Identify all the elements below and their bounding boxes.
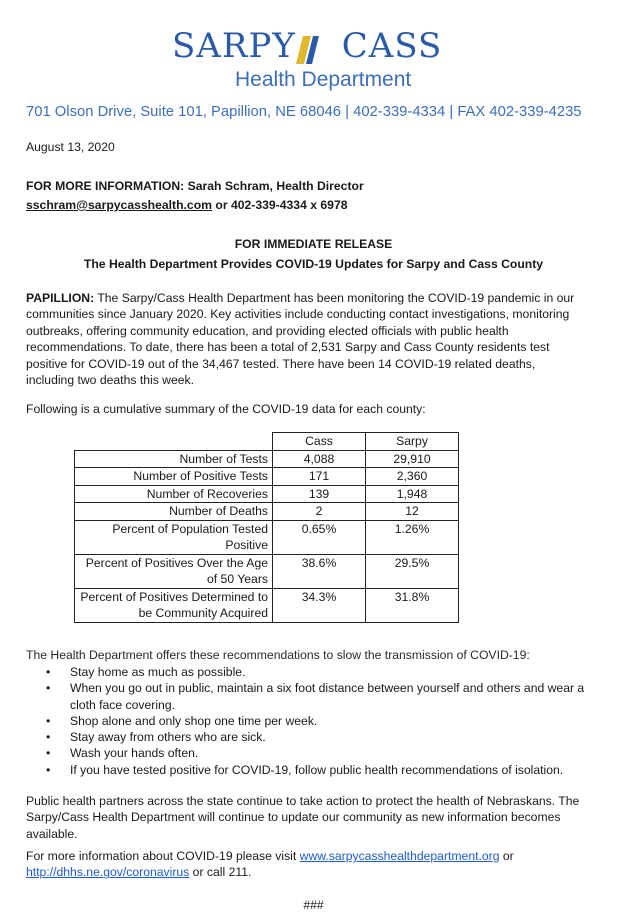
row-label: Percent of Positives Determined to be Community Acquired xyxy=(75,588,273,622)
list-item xyxy=(26,729,596,745)
table-row xyxy=(75,554,459,588)
more-info-mid: or xyxy=(499,849,514,863)
row-label: Number of Positive Tests xyxy=(75,468,273,486)
bullet-icon: • xyxy=(46,665,51,679)
summary-intro: Following is a cumulative summary of the COVID-19 data for each county: xyxy=(26,402,426,416)
sarpy-value: 29,910 xyxy=(366,450,459,468)
recommendations-intro: The Health Department offers these recommendations to slow the transmission of COVID-19: xyxy=(26,648,530,662)
recommendations-list xyxy=(26,664,596,778)
table-corner xyxy=(75,433,273,451)
column-header-sarpy: Sarpy xyxy=(366,433,459,451)
list-item-text: Stay home as much as possible. xyxy=(70,665,246,679)
table-row xyxy=(75,588,459,622)
more-info-paragraph xyxy=(26,848,596,881)
cass-value: 38.6% xyxy=(273,554,366,588)
list-item xyxy=(26,680,596,713)
bullet-icon: • xyxy=(46,762,51,777)
cass-value: 139 xyxy=(273,485,366,503)
table-row xyxy=(75,503,459,521)
bullet-icon: • xyxy=(46,746,51,761)
logo-subtitle: Health Department xyxy=(235,68,412,91)
logo-cass: CASS xyxy=(341,26,443,66)
row-label: Percent of Positives Over the Age of 50 Years xyxy=(75,554,273,588)
headline: The Health Department Provides COVID-19 Updates for Sarpy and Cass County xyxy=(83,257,544,271)
sarpy-value: 1,948 xyxy=(366,485,459,503)
column-header-cass: Cass xyxy=(273,433,366,451)
cass-value: 2 xyxy=(273,503,366,521)
closing-paragraph: Public health partners across the state continue to take action to protect the health of Nebraskans. The Sarpy/Cass Health Department will continue to update our community as new information becomes available. xyxy=(26,794,580,841)
table-row xyxy=(75,450,459,468)
release-label: FOR IMMEDIATE RELEASE xyxy=(234,237,393,251)
cass-value: 34.3% xyxy=(273,588,366,622)
dhhs-link[interactable]: http://dhhs.ne.gov/coronavirus xyxy=(26,865,190,880)
logo-sarpy: SARPY xyxy=(172,26,296,66)
cass-value: 0.65% xyxy=(273,520,366,554)
row-label: Percent of Population Tested Positive xyxy=(75,520,273,554)
contact-line: FOR MORE INFORMATION: Sarah Schram, Health Director xyxy=(26,179,364,193)
sarpy-value: 1.26% xyxy=(366,520,459,554)
table-header-row xyxy=(75,433,459,451)
org-logo xyxy=(150,26,480,96)
list-item-text: Stay away from others who are sick. xyxy=(70,730,266,745)
contact-email-line xyxy=(26,198,348,212)
list-item-text: Wash your hands often. xyxy=(70,746,199,761)
list-item xyxy=(26,762,596,778)
sarpy-value: 29.5% xyxy=(366,554,459,588)
contact-email-link[interactable]: sschram@sarpycasshealth.com xyxy=(26,198,212,212)
bullet-icon: • xyxy=(46,681,51,696)
row-label: Number of Tests xyxy=(75,450,273,468)
list-item-text: Shop alone and only shop one time per week. xyxy=(70,713,318,728)
sarpy-value: 31.8% xyxy=(366,588,459,622)
list-item xyxy=(26,745,596,761)
row-label: Number of Recoveries xyxy=(75,485,273,503)
sarpy-value: 2,360 xyxy=(366,468,459,486)
list-item xyxy=(26,664,596,680)
row-label: Number of Deaths xyxy=(75,503,273,521)
body-text: The Sarpy/Cass Health Department has been monitoring the COVID-19 pandemic in our communities since January 2020. Key activities include conducting contact investigations, monitoring outbreaks, offering community education, and providing elected officials with public health recommendations. To date, there has been a total of 2,531 Sarpy and Cass County residents test positive for COVID-19 out of the 34,467 tested. There have been 14 COVID-19 related deaths, including two deaths this week. xyxy=(26,291,575,388)
cass-value: 4,088 xyxy=(273,450,366,468)
end-mark: ### xyxy=(303,898,324,912)
more-info-suffix: or call 211. xyxy=(189,865,252,880)
bullet-icon: • xyxy=(46,713,51,728)
cass-value: 171 xyxy=(273,468,366,486)
bullet-icon: • xyxy=(46,730,51,745)
more-info-prefix: For more information about COVID-19 please visit xyxy=(26,849,300,863)
list-item xyxy=(26,713,596,729)
table-row xyxy=(75,520,459,554)
body-paragraph xyxy=(26,290,586,388)
letterhead-address: 701 Olson Drive, Suite 101, Papillion, NE 68046 | 402-339-4334 | FAX 402-339-4235 xyxy=(26,104,582,120)
sarpy-value: 12 xyxy=(366,503,459,521)
list-item-text: When you go out in public, maintain a six foot distance between yourself and others and wear a cloth face covering. xyxy=(70,681,585,712)
list-item-text: If you have tested positive for COVID-19, follow public health recommendations of isolation. xyxy=(70,762,564,777)
table-row xyxy=(75,468,459,486)
contact-phone: or 402-339-4334 x 6978 xyxy=(212,198,348,212)
health-department-link[interactable]: www.sarpycasshealthdepartment.org xyxy=(299,849,500,863)
table-row xyxy=(75,485,459,503)
covid-data-table xyxy=(74,432,459,623)
release-date: August 13, 2020 xyxy=(26,140,115,154)
dateline: PAPILLION: xyxy=(26,291,95,305)
logo-slash-icon xyxy=(292,34,320,66)
